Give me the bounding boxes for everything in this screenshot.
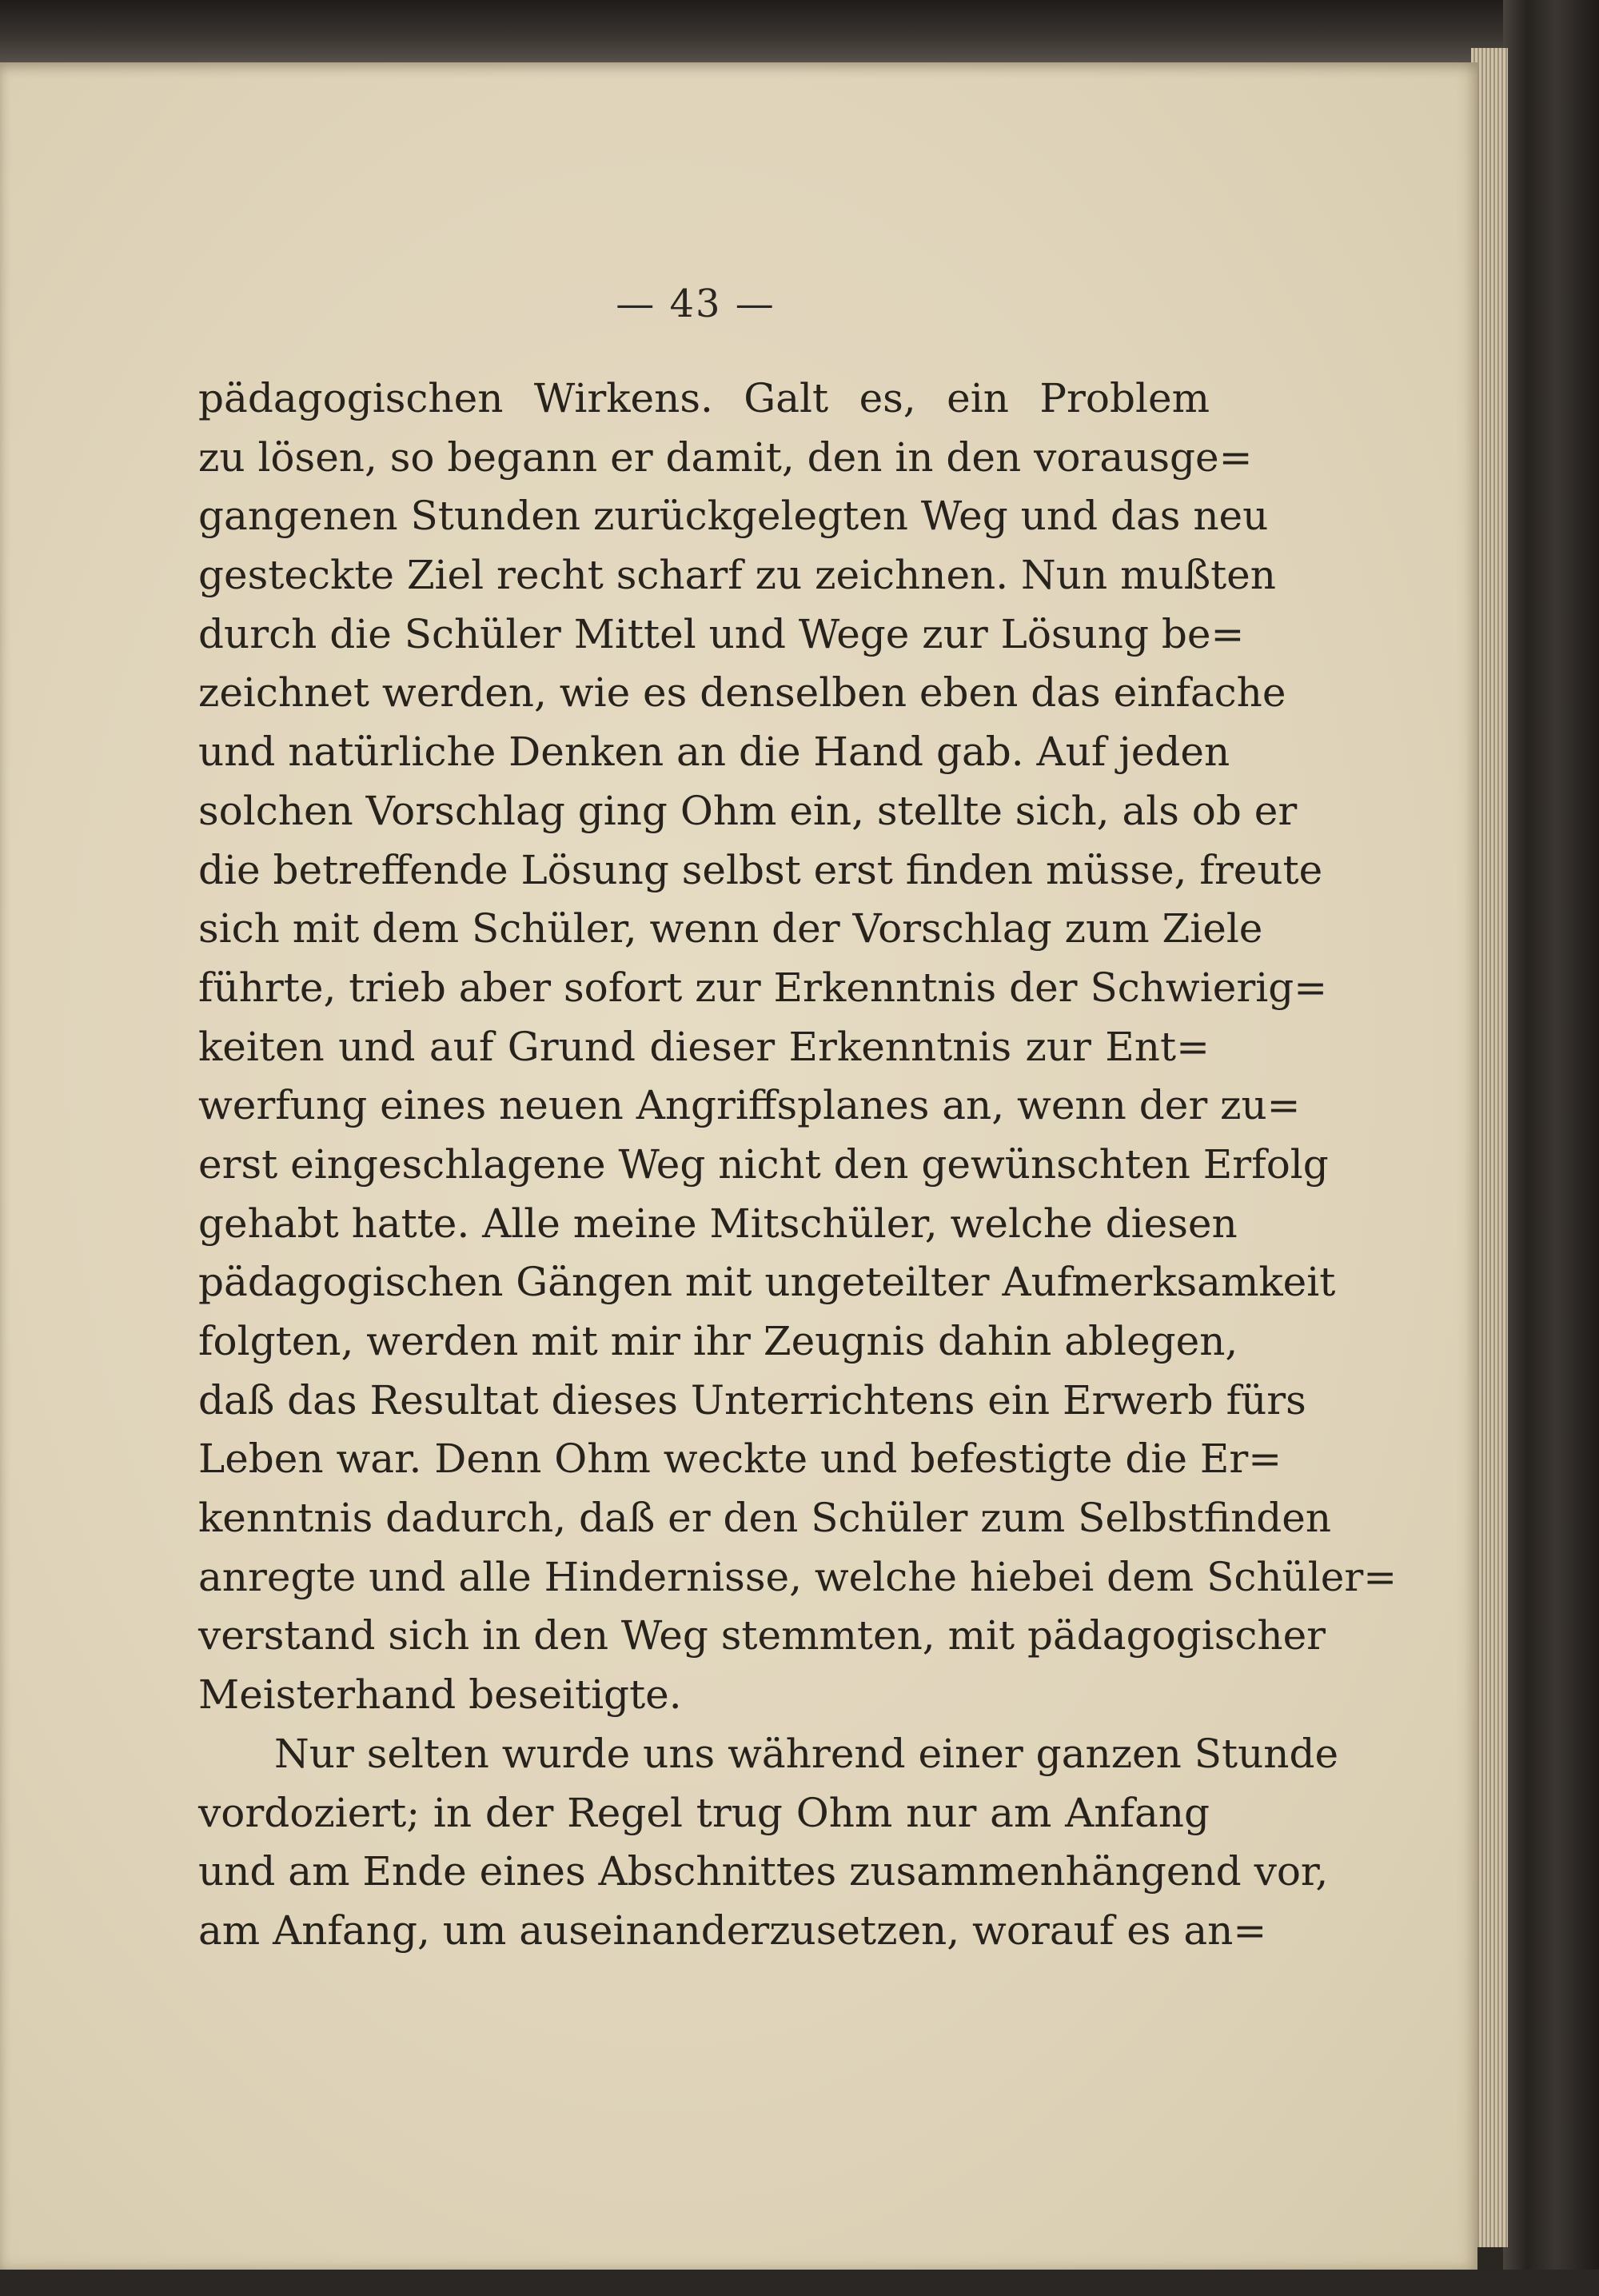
text-line: keiten und auf Grund dieser Erkenntnis zur Ent= [198, 1023, 1210, 1070]
book-binding [1503, 0, 1599, 2296]
text-line: solchen Vorschlag ging Ohm ein, stellte sich, als ob er [198, 787, 1298, 834]
text-line: folgten, werden mit mir ihr Zeugnis dahin ablegen, [198, 1318, 1238, 1364]
text-line: sich mit dem Schüler, wenn der Vorschlag zum Ziele [198, 905, 1263, 952]
text-line: anregte und alle Hindernisse, welche hiebei dem Schüler= [198, 1553, 1398, 1600]
text-line: pädagogischen Gängen mit ungeteilter Aufmerksamkeit [198, 1259, 1336, 1306]
page-number: — 43 — [616, 282, 776, 326]
text-line: kenntnis dadurch, daß er den Schüler zum Selbstfinden [198, 1495, 1332, 1542]
text-line: werfung eines neuen Angriffsplanes an, wenn der zu= [198, 1082, 1301, 1129]
text-line: durch die Schüler Mittel und Wege zur Lösung be= [198, 610, 1245, 657]
text-line: vordoziert; in der Regel trug Ohm nur am Anfang [198, 1789, 1210, 1836]
top-edge-shadow [0, 0, 1599, 62]
text-line: Leben war. Denn Ohm weckte und befestigte die Er= [198, 1435, 1282, 1483]
text-line: und am Ende eines Abschnittes zusammenhängend vor, [198, 1848, 1329, 1895]
text-line: gesteckte Ziel recht scharf zu zeichnen. Nun mußten [198, 552, 1276, 599]
text-line: gangenen Stunden zurückgelegten Weg und das neu [198, 493, 1269, 540]
text-line: und natürliche Denken an die Hand gab. Auf jeden [198, 729, 1230, 776]
text-line: führte, trieb aber sofort zur Erkenntnis der Schwierig= [198, 964, 1328, 1011]
text-line: verstand sich in den Weg stemmten, mit pädagogischer [198, 1612, 1326, 1659]
text-line: gehabt hatte. Alle meine Mitschüler, welche diesen [198, 1200, 1238, 1247]
text-line: pädagogischen Wirkens. Galt es, ein Problem [198, 375, 1210, 421]
text-line: Nur selten wurde uns während einer ganzen Stunde [274, 1730, 1339, 1777]
text-line: daß das Resultat dieses Unterrichtens ein Erwerb fürs [198, 1376, 1306, 1424]
text-line: erst eingeschlagene Weg nicht den gewünschten Erfolg [198, 1140, 1329, 1188]
text-line: zu lösen, so begann er damit, den in den vorausge= [198, 433, 1253, 481]
text-line: zeichnet werden, wie es denselben eben das einfache [198, 669, 1286, 717]
text-line: Meisterhand beseitigte. [198, 1671, 682, 1719]
bottom-edge-shadow [0, 2270, 1599, 2296]
text-line: am Anfang, um auseinanderzusetzen, worauf es an= [198, 1907, 1267, 1954]
text-line: die betreffende Lösung selbst erst finden müsse, freute [198, 846, 1323, 893]
body-text [198, 369, 1398, 1961]
